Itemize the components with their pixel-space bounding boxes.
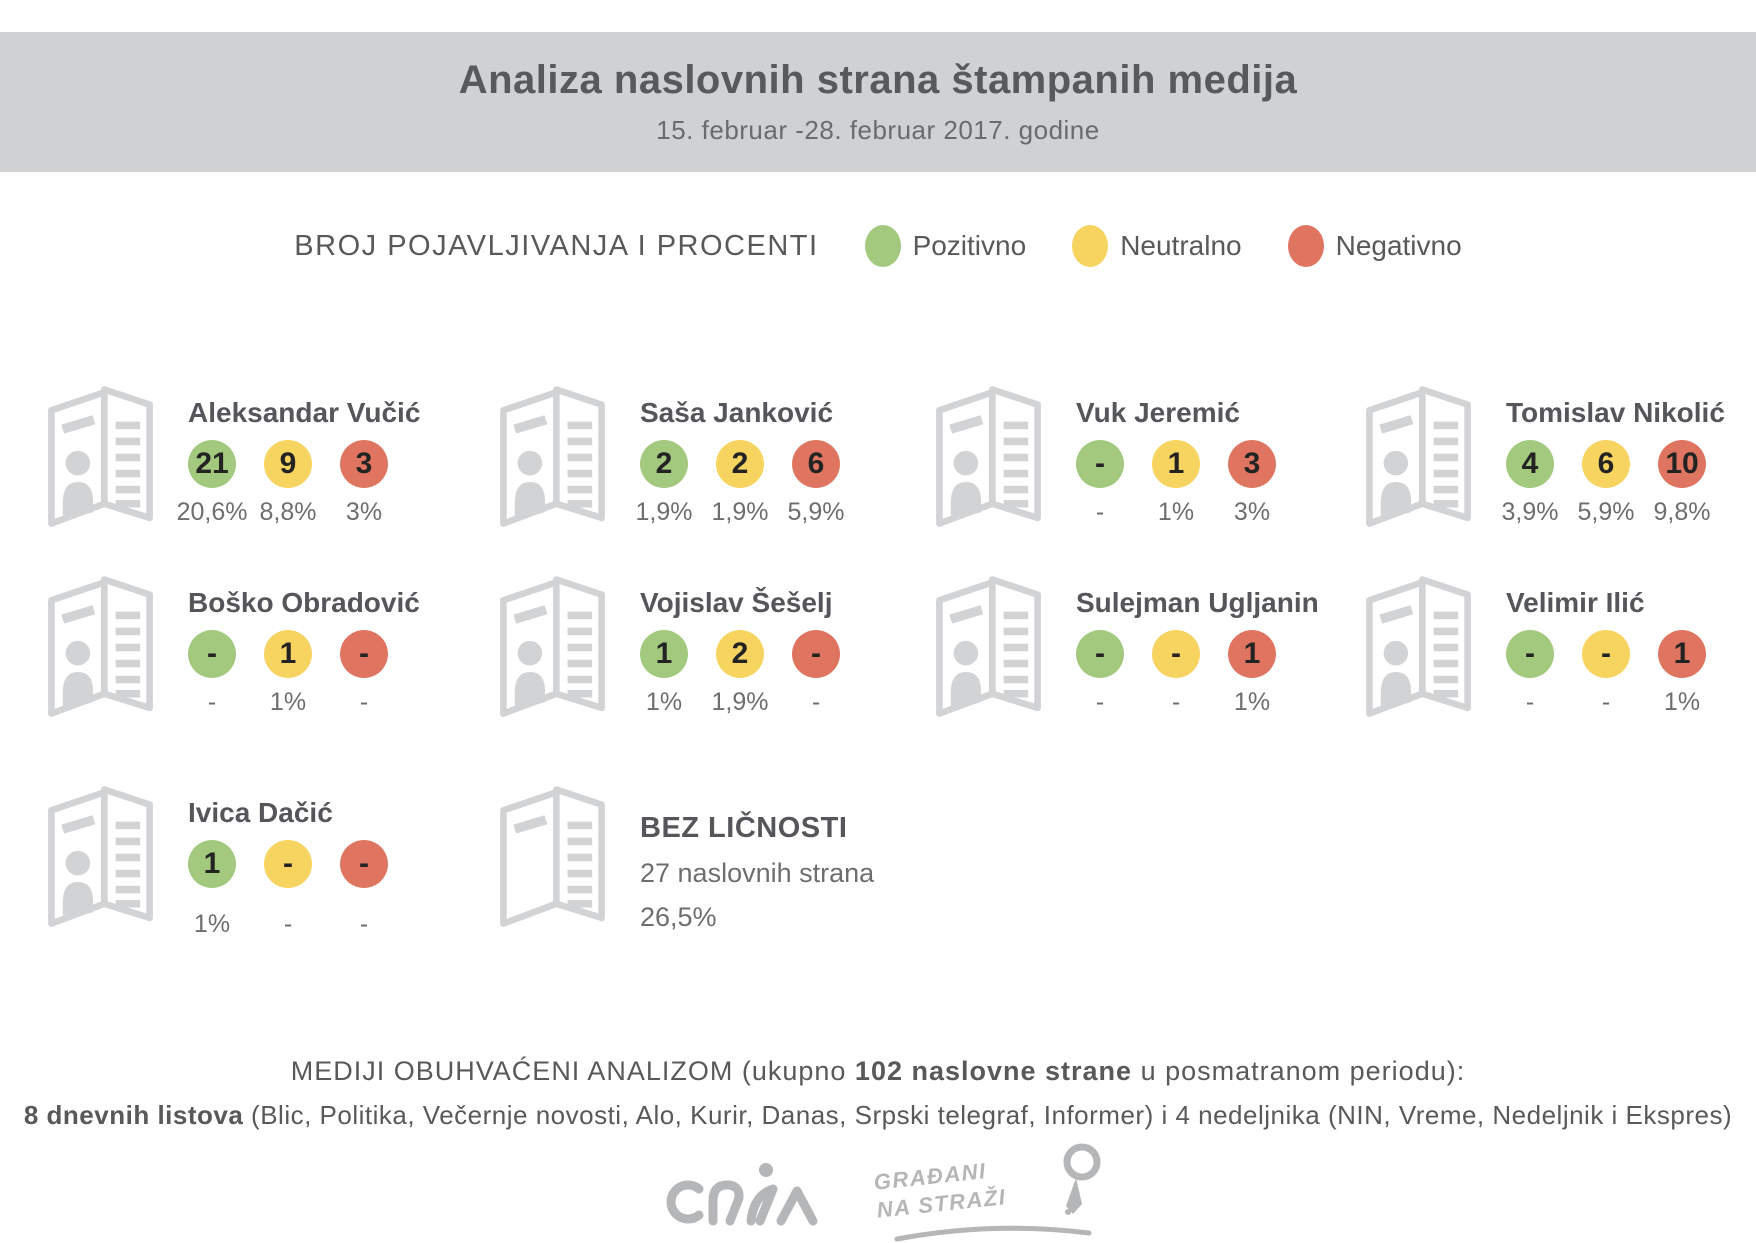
neutral-percent: 1% xyxy=(1157,498,1195,526)
negative-percent: 3% xyxy=(345,498,383,526)
percent-row xyxy=(1076,498,1276,527)
neutral-percent: 1,9% xyxy=(711,498,769,526)
percent-row xyxy=(635,498,845,527)
newspaper-person-icon xyxy=(42,782,160,932)
positive-percent: 3,9% xyxy=(1501,498,1559,526)
newspaper-person-icon xyxy=(1360,382,1478,532)
person-card xyxy=(1360,572,1706,722)
legend-item-label: Pozitivno xyxy=(912,230,1027,261)
count-badges xyxy=(188,440,420,488)
count-badges xyxy=(188,630,420,678)
positive-percent: - xyxy=(1095,498,1105,526)
media-note-suffix: u posmatranom periodu): xyxy=(1132,1056,1466,1086)
person-card xyxy=(42,572,420,722)
positive-count-badge: 4 xyxy=(1506,440,1554,488)
person-name: Tomislav Nikolić xyxy=(1506,397,1725,428)
positive-count-badge: - xyxy=(1076,630,1124,678)
neutral-count-badge: 9 xyxy=(264,440,312,488)
legend-item-negative xyxy=(1288,225,1462,267)
negative-count-badge: 1 xyxy=(1658,630,1706,678)
negative-count-badge: 6 xyxy=(792,440,840,488)
negative-percent: 3% xyxy=(1233,498,1271,526)
negative-percent: 1% xyxy=(1233,688,1271,716)
negative-percent: - xyxy=(811,688,821,716)
neutral-count-badge: 1 xyxy=(1152,440,1200,488)
media-note-line2 xyxy=(0,1100,1756,1131)
positive-count-badge: 1 xyxy=(640,630,688,678)
positive-count-badge: 1 xyxy=(188,840,236,888)
newspaper-person-icon xyxy=(930,382,1048,532)
positive-count-badge: - xyxy=(1506,630,1554,678)
person-name: Aleksandar Vučić xyxy=(188,397,421,428)
positive-percent: - xyxy=(1095,688,1105,716)
newspaper-person-icon xyxy=(42,572,160,722)
person-name: Sulejman Ugljanin xyxy=(1076,587,1319,618)
neutral-percent: 1% xyxy=(269,688,307,716)
neutral-percent: 5,9% xyxy=(1577,498,1635,526)
negative-count-badge: 3 xyxy=(340,440,388,488)
neutral-count-badge: - xyxy=(1152,630,1200,678)
legend xyxy=(0,222,1756,270)
legend-item-neutral xyxy=(1072,225,1241,267)
negative-percent: - xyxy=(359,910,369,938)
negative-percent: 5,9% xyxy=(787,498,845,526)
newspaper-person-icon xyxy=(1360,572,1478,722)
no-person-title: BEZ LIČNOSTI xyxy=(640,812,848,844)
newspaper-person-icon xyxy=(494,382,612,532)
gns-line1: GRAĐANI xyxy=(872,1158,988,1195)
person-name: Ivica Dačić xyxy=(188,797,333,828)
positive-count-badge: 2 xyxy=(640,440,688,488)
positive-percent: 1% xyxy=(193,910,231,938)
count-badges xyxy=(1506,440,1725,488)
newspaper-blank-icon xyxy=(494,782,612,932)
newspaper-person-icon xyxy=(42,382,160,532)
percent-row xyxy=(188,910,388,939)
person-card xyxy=(930,572,1319,722)
neutral-percent: 8,8% xyxy=(259,498,317,526)
neutral-count-badge: - xyxy=(264,840,312,888)
percent-row xyxy=(1501,498,1725,527)
legend-item-positive xyxy=(865,225,1027,267)
negative-count-badge: - xyxy=(340,840,388,888)
negative-count-badge: 1 xyxy=(1228,630,1276,678)
cards-row-2 xyxy=(0,572,1756,747)
media-note-prefix: MEDIJI OBUHVAĆENI ANALIZOM (ukupno xyxy=(290,1056,855,1086)
count-badges xyxy=(640,630,840,678)
positive-count-badge: - xyxy=(188,630,236,678)
newspaper-person-icon xyxy=(494,572,612,722)
percent-row xyxy=(188,688,420,717)
neutral-dot-icon xyxy=(1072,225,1108,267)
legend-item-label: Neutralno xyxy=(1120,230,1242,261)
percent-row xyxy=(1076,688,1319,717)
gradjani-na-strazi-logo xyxy=(872,1148,1110,1243)
gradjani-na-strazi-text xyxy=(872,1155,1007,1223)
negative-count-badge: 3 xyxy=(1228,440,1276,488)
negative-count-badge: 10 xyxy=(1658,440,1706,488)
person-card xyxy=(494,382,845,532)
percent-row xyxy=(176,498,420,527)
newspaper-person-icon xyxy=(930,572,1048,722)
neutral-count-badge: 2 xyxy=(716,630,764,678)
media-list: (Blic, Politika, Večernje novosti, Alo, Kurir, Danas, Srpski telegraf, Informer) i 4 nedeljnika (NIN, Vreme, Nedeljnik i Ekspres) xyxy=(243,1100,1733,1130)
person-card xyxy=(42,782,388,939)
neutral-count-badge: - xyxy=(1582,630,1630,678)
no-person-card xyxy=(494,782,874,933)
person-name: Boško Obradović xyxy=(188,587,420,618)
magnifier-icon xyxy=(1048,1142,1110,1228)
count-badges xyxy=(1076,630,1319,678)
positive-percent: - xyxy=(1525,688,1535,716)
person-card xyxy=(1360,382,1725,532)
percent-row xyxy=(1506,688,1706,717)
person-name: Velimir Ilić xyxy=(1506,587,1645,618)
no-person-count: 27 naslovnih strana xyxy=(640,858,875,888)
legend-item-label: Negativno xyxy=(1335,230,1462,261)
neutral-count-badge: 1 xyxy=(264,630,312,678)
negative-dot-icon xyxy=(1288,225,1324,267)
positive-count-badge: 21 xyxy=(188,440,236,488)
underline-swoosh xyxy=(893,1225,1093,1243)
person-card xyxy=(494,572,840,722)
page-subtitle: 15. februar -28. februar 2017. godine xyxy=(656,115,1100,145)
header-band xyxy=(0,32,1756,172)
neutral-percent: - xyxy=(283,910,293,938)
gns-line2: NA STRAŽI xyxy=(874,1183,1007,1223)
no-person-percent: 26,5% xyxy=(640,902,717,932)
media-note-total: 102 naslovne strane xyxy=(854,1056,1133,1086)
count-badges xyxy=(640,440,840,488)
person-name: Vojislav Šešelj xyxy=(640,587,833,618)
neutral-percent: 1,9% xyxy=(711,688,769,716)
positive-dot-icon xyxy=(865,225,901,267)
percent-row xyxy=(640,688,840,717)
negative-percent: - xyxy=(359,688,369,716)
count-badges xyxy=(188,840,388,888)
positive-percent: 1% xyxy=(645,688,683,716)
positive-count-badge: - xyxy=(1076,440,1124,488)
person-card xyxy=(930,382,1276,532)
page-title: Analiza naslovnih strana štampanih medija xyxy=(458,58,1298,102)
positive-percent: 20,6% xyxy=(176,498,248,526)
neutral-count-badge: 6 xyxy=(1582,440,1630,488)
neutral-percent: - xyxy=(1171,688,1181,716)
legend-label: BROJ POJAVLJIVANJA I PROCENTI xyxy=(294,229,819,262)
count-badges xyxy=(1506,630,1706,678)
neutral-count-badge: 2 xyxy=(716,440,764,488)
count-badges xyxy=(1076,440,1276,488)
cards-row-1 xyxy=(0,382,1756,557)
media-note-line1 xyxy=(0,1056,1756,1087)
crta-logo xyxy=(647,1151,837,1241)
neutral-percent: - xyxy=(1601,688,1611,716)
positive-percent: 1,9% xyxy=(635,498,693,526)
negative-count-badge: - xyxy=(340,630,388,678)
person-name: Vuk Jeremić xyxy=(1076,397,1240,428)
person-name: Saša Janković xyxy=(640,397,834,428)
negative-percent: 9,8% xyxy=(1653,498,1711,526)
daily-papers-count: 8 dnevnih listova xyxy=(23,1100,244,1130)
person-card xyxy=(42,382,420,532)
negative-count-badge: - xyxy=(792,630,840,678)
footer-logos xyxy=(0,1148,1756,1243)
negative-percent: 1% xyxy=(1663,688,1701,716)
positive-percent: - xyxy=(207,688,217,716)
cards-row-3 xyxy=(0,782,1756,957)
